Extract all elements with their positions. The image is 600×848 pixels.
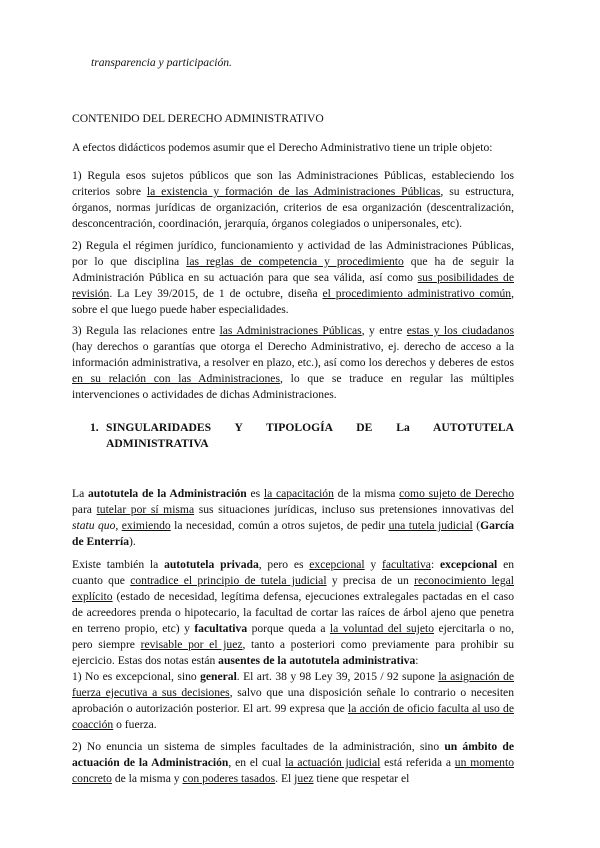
intro-paragraph: A efectos didácticos podemos asumir que el Derecho Administrativo tiene un triple objeto:: [72, 141, 493, 154]
continuation-line: transparencia y participación.: [91, 56, 232, 69]
paragraph-autotutela-definition: La autotutela de la Administración es la capacitación de la misma como sujeto de Derecho para tutelar por sí misma sus situaciones jurídicas, incluso sus pretensiones innovativas del statu quo, eximiendo la necesidad, común a otros sujetos, de pedir una tutela judicial (García de Enterría).: [72, 487, 515, 548]
paragraph-object-1: 1) Regula esos sujetos públicos que son las Administraciones Públicas, estableciendo los criterios sobre la existencia y formación de las Administraciones Públicas, su estructura, órganos, normas jurídicas de organización, criterios de esa organización (descentralización, desconcentración, coordinación, jerarquía, órganos colegiados o unipersonales, etc).: [72, 169, 514, 230]
paragraph-note-ambito: 2) No enuncia un sistema de simples facultades de la administración, sino un ámbito de actuación de la Administración, en el cual la actuación judicial está referida a un momento concreto de la misma y con poderes tasados. El juez tiene que respetar el: [72, 740, 514, 785]
paragraph-note-general: 1) No es excepcional, sino general. El art. 38 y 98 Ley 39, 2015 / 92 supone la asignación de fuerza ejecutiva a sus decisiones, salvo que una disposición señale lo contrario o necesiten aprobación o autorización posterior. El art. 99 expresa que la acción de oficio faculta al uso de coacción o fuerza.: [72, 670, 515, 731]
section-title-line-2: ADMINISTRATIVA: [106, 437, 209, 450]
paragraph-autotutela-privada: Existe también la autotutela privada, pero es excepcional y facultativa: excepcional en cuanto que contradice el principio de tutela judicial y precisa de un reconocimiento legal explícito (estado de necesidad, legítima defensa, ejecuciones extralegales pactadas en el caso de acreedores prenda o hipotecario, la facultad de cortar las raíces de árbol ajeno que penetra en terreno propio, etc) y facultativa porque queda a la voluntad del sujeto ejercitarla o no, pero siempre revisable por el juez, tanto a posteriori como previamente para prohibir su ejercicio. Estas dos notas están ausentes de la autotutela administrativa:: [72, 558, 515, 667]
section-title-line-1: SINGULARIDADES Y TIPOLOGÍA DE La AUTOTUTELA: [106, 421, 514, 434]
paragraph-object-2: 2) Regula el régimen jurídico, funcionamiento y actividad de las Administraciones Públicas, por lo que disciplina las reglas de competencia y procedimiento que ha de seguir la Administración Pública en su actuación para que sea válida, así como sus posibilidades de revisión. La Ley 39/2015, de 1 de octubre, diseña el procedimiento administrativo común, sobre el que luego puede haber especialidades.: [72, 239, 514, 316]
paragraph-object-3: 3) Regula las relaciones entre las Administraciones Públicas, y entre estas y los ciudadanos (hay derechos o garantías que otorga el Derecho Administrativo, ej. derecho de acceso a la información administrativa, a resolver en plazo, etc.), así como los derechos y deberes de estos en su relación con las Administraciones, lo que se traduce en regular las múltiples intervenciones o actividades de dichas Administraciones.: [72, 324, 515, 401]
content-heading: CONTENIDO DEL DERECHO ADMINISTRATIVO: [72, 112, 324, 125]
section-number: 1.: [90, 421, 99, 434]
